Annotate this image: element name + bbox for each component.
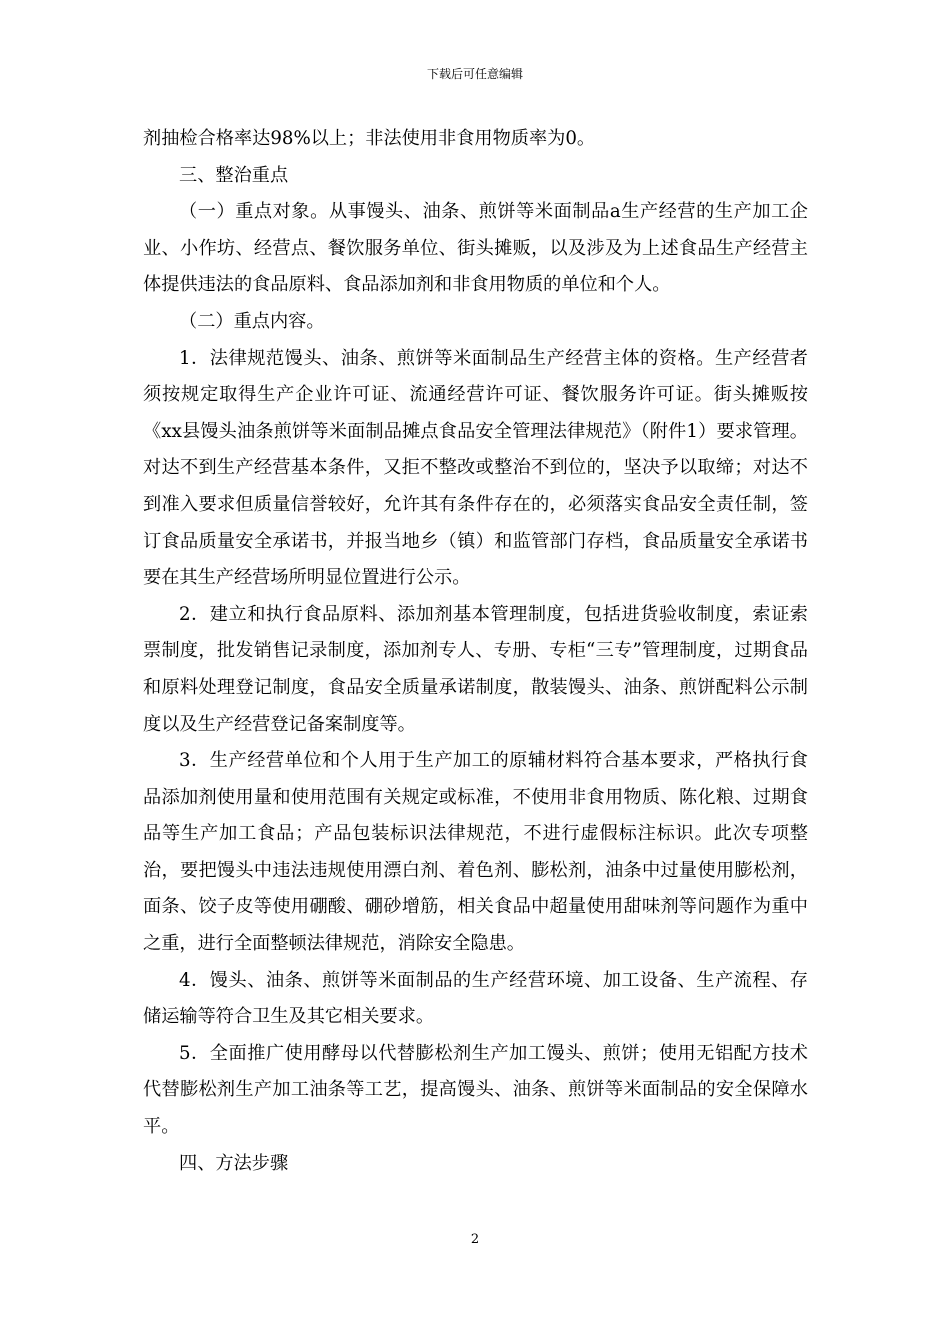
paragraph: 4．馒头、油条、煎饼等米面制品的生产经营环境、加工设备、生产流程、存储运输等符合卫生及其它相关要求。: [143, 969, 808, 1028]
paragraph: 2．建立和执行食品原料、添加剂基本管理制度，包括进货验收制度，索证索票制度，批发销售记录制度，添加剂专人、专册、专柜“三专”管理制度，过期食品和原料处理登记制度，食品安全质量承诺制度，散装馒头、油条、煎饼配料公示制度以及生产经营登记备案制度等。: [143, 603, 808, 735]
paragraph: 1．法律规范馒头、油条、煎饼等米面制品生产经营主体的资格。生产经营者须按规定取得生产企业许可证、流通经营许可证、餐饮服务许可证。街头摊贩按《xx县馒头油条煎饼等米面制品摊点食品安全管理法律规范》（附件1）要求管理。对达不到生产经营基本条件，又拒不整改或整治不到位的，坚决予以取缔；对达不到准入要求但质量信誉较好，允许其有条件存在的，必须落实食品安全责任制，签订食品质量安全承诺书，并报当地乡（镇）和监管部门存档，食品质量安全承诺书要在其生产经营场所明显位置进行公示。: [143, 347, 808, 589]
subsection-heading: （二）重点内容。: [179, 310, 325, 332]
page-number: 2: [470, 1232, 480, 1247]
paragraph: 剂抽检合格率达98%以上；非法使用非食用物质率为0。: [143, 128, 596, 149]
paragraph: 5．全面推广使用酵母以代替膨松剂生产加工馒头、煎饼；使用无铝配方技术代替膨松剂生产加工油条等工艺，提高馒头、油条、煎饼等米面制品的安全保障水平。: [143, 1042, 808, 1138]
document-body: [143, 121, 808, 1182]
page-header: 下载后可任意编辑: [426, 67, 523, 81]
paragraph: （一）重点对象。从事馒头、油条、煎饼等米面制品a生产经营的生产加工企业、小作坊、经营点、餐饮服务单位、街头摊贩，以及涉及为上述食品生产经营主体提供违法的食品原料、食品添加剂和非食用物质的单位和个人。: [143, 201, 808, 296]
section-heading: 四、方法步骤: [179, 1152, 289, 1174]
section-heading: 三、整治重点: [179, 164, 289, 186]
paragraph: 3．生产经营单位和个人用于生产加工的原辅材料符合基本要求，严格执行食品添加剂使用量和使用范围有关规定或标准，不使用非食用物质、陈化粮、过期食品等生产加工食品；产品包装标识法律规范，不进行虚假标注标识。此次专项整治，要把馒头中违法违规使用漂白剂、着色剂、膨松剂，油条中过量使用膨松剂，面条、饺子皮等使用硼酸、硼砂增筋，相关食品中超量使用甜味剂等问题作为重中之重，进行全面整顿法律规范，消除安全隐患。: [143, 750, 808, 955]
